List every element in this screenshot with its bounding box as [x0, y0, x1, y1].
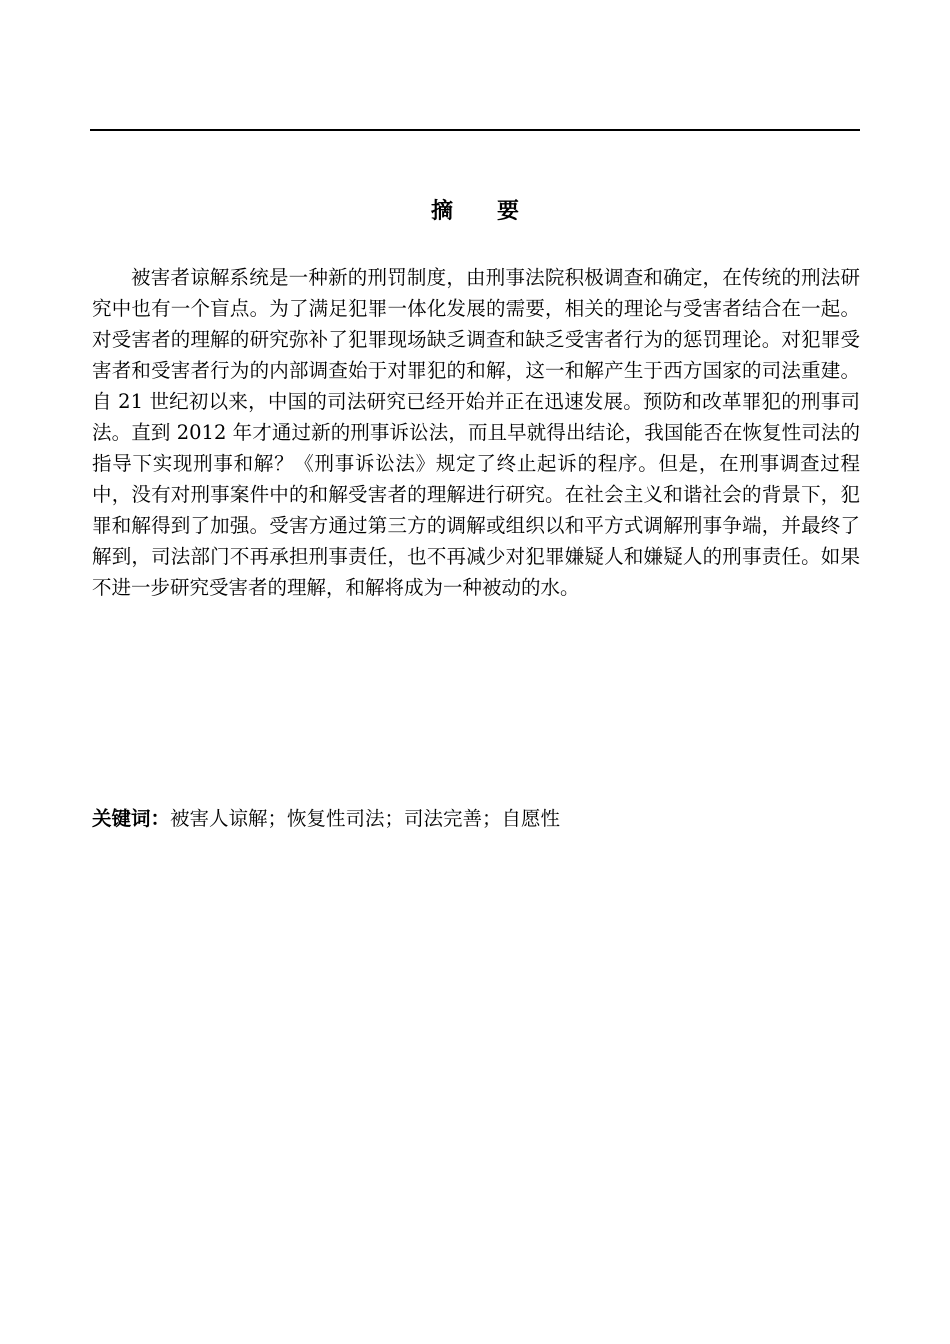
abstract-body: 被害者谅解系统是一种新的刑罚制度，由刑事法院积极调查和确定，在传统的刑法研究中也有一个盲点。为了满足犯罪一体化发展的需要，相关的理论与受害者结合在一起。对受害者的理解的研究弥补了犯罪现场缺乏调查和缺乏受害者行为的惩罚理论。对犯罪受害者和受害者行为的内部调查始于对罪犯的和解，这一和解产生于西方国家的司法重建。自 21 世纪初以来，中国的司法研究已经开始并正在迅速发展。预防和改革罪犯的刑事司法。直到 2012 年才通过新的刑事诉讼法，而且早就得出结论，我国能否在恢复性司法的指导下实现刑事和解？《刑事诉讼法》规定了终止起诉的程序。但是，在刑事调查过程中，没有对刑事案件中的和解受害者的理解进行研究。在社会主义和谐社会的背景下，犯罪和解得到了加强。受害方通过第三方的调解或组织以和平方式调解刑事争端，并最终了解到，司法部门不再承担刑事责任，也不再减少对犯罪嫌疑人和嫌疑人的刑事责任。如果不进一步研究受害者的理解，和解将成为一种被动的水。 [92, 266, 860, 599]
keywords-line [92, 803, 860, 834]
keywords-label: 关键词： [92, 807, 171, 830]
keywords-value: 被害人谅解；恢复性司法；司法完善；自愿性 [170, 807, 561, 830]
abstract-heading: 摘 要 [430, 199, 519, 224]
header-rule [90, 129, 860, 131]
